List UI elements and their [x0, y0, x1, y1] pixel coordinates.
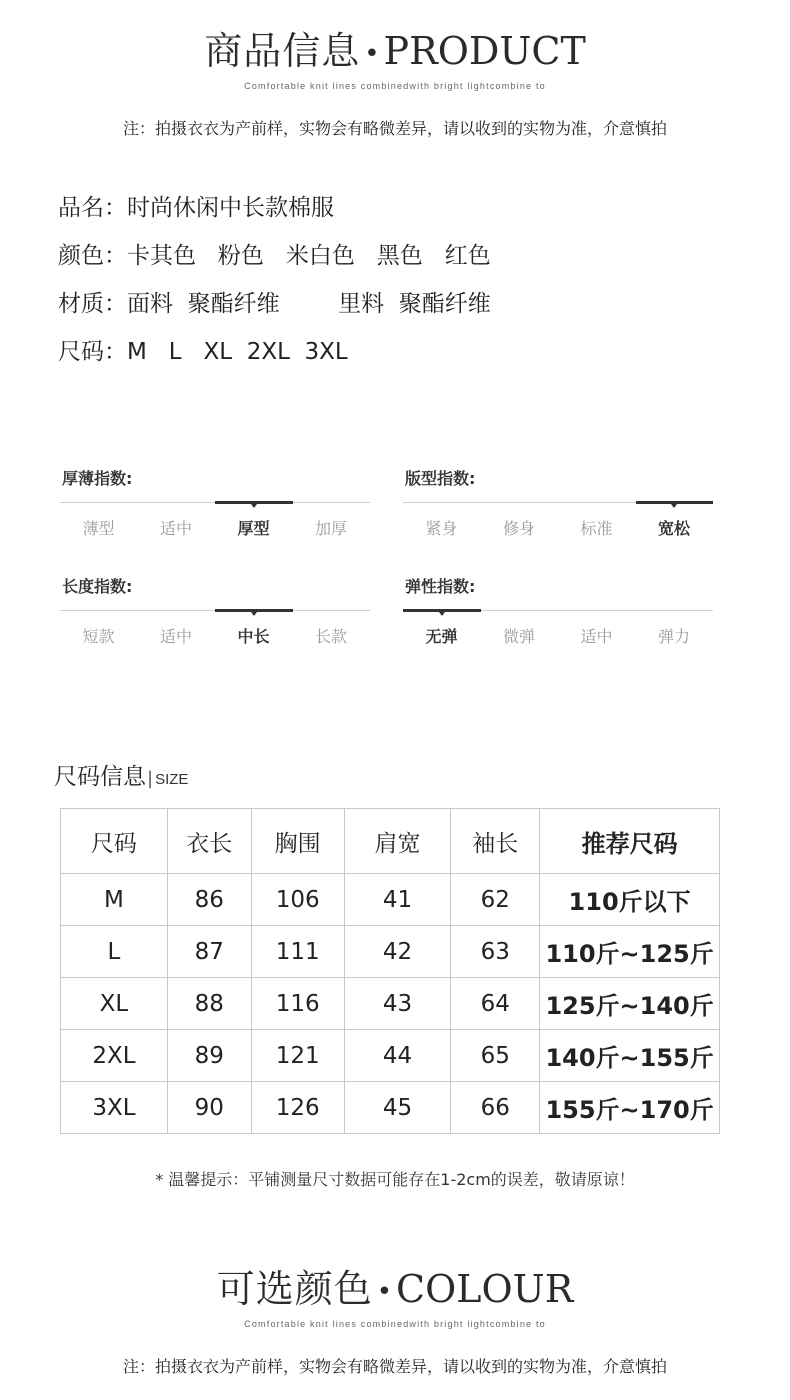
header-cell: 尺码	[61, 809, 168, 874]
recommended-cell: 110斤~125斤	[540, 926, 720, 978]
product-header	[0, 28, 790, 91]
elasticity-index-scale	[403, 610, 713, 660]
chest-cell: 111	[251, 926, 344, 978]
colour-header-cn: 可选颜色	[216, 1267, 373, 1311]
scale-option: 加厚	[314, 519, 347, 538]
recommended-cell: 140斤~155斤	[540, 1030, 720, 1082]
table-row	[61, 1030, 720, 1082]
elasticity-index-label: 弹性指数:	[405, 577, 476, 596]
shoulder-cell: 45	[344, 1082, 451, 1134]
scale-selection-marker	[215, 609, 293, 612]
thickness-index-label: 厚薄指数:	[62, 469, 133, 488]
scale-option: 弹力	[657, 627, 690, 646]
product-header-title	[0, 28, 790, 77]
fit-index-label: 版型指数:	[405, 469, 476, 488]
header-cell: 袖长	[451, 809, 540, 874]
scale-option: 宽松	[657, 519, 690, 538]
length-cell: 86	[167, 874, 251, 926]
table-row	[61, 978, 720, 1030]
chest-cell: 121	[251, 1030, 344, 1082]
shoulder-cell: 44	[344, 1030, 451, 1082]
sleeve-cell: 63	[451, 926, 540, 978]
table-row	[61, 874, 720, 926]
scale-selection-marker	[403, 609, 481, 612]
colour-header-subtitle: Comfortable knit lines combinedwith bright lightcombine to	[244, 1318, 546, 1329]
scale-option: 适中	[159, 627, 192, 646]
scale-option: 无弹	[425, 627, 458, 646]
size-table-header-row	[61, 809, 720, 874]
header-cell: 肩宽	[344, 809, 451, 874]
shoulder-cell: 43	[344, 978, 451, 1030]
colour-header-dot: •	[376, 1276, 393, 1307]
product-header-dot: •	[364, 38, 380, 69]
size-info-title-en: SIZE	[155, 771, 189, 788]
chest-cell: 126	[251, 1082, 344, 1134]
scale-option: 标准	[580, 519, 613, 538]
size-cell: 3XL	[61, 1082, 168, 1134]
scale-option: 短款	[82, 627, 115, 646]
scale-option: 适中	[159, 519, 192, 538]
shoulder-cell: 42	[344, 926, 451, 978]
sleeve-cell: 64	[451, 978, 540, 1030]
product-header-en: PRODUCT	[383, 29, 586, 73]
size-cell: 2XL	[61, 1030, 168, 1082]
header-cell-recommended: 推荐尺码	[540, 809, 720, 874]
length-cell: 87	[167, 926, 251, 978]
spec-material: 材质：面料 聚酯纤维 里料 聚酯纤维	[58, 291, 491, 317]
sleeve-cell: 62	[451, 874, 540, 926]
product-header-subtitle: Comfortable knit lines combinedwith bright lightcombine to	[244, 80, 546, 91]
size-cell: L	[61, 926, 168, 978]
size-info-title-cn: 尺码信息	[54, 764, 146, 790]
note-top: 注：拍摄衣衣为产前样，实物会有略微差异，请以收到的实物为准，介意慎拍	[122, 119, 667, 138]
size-info-title-separator: |	[147, 768, 154, 789]
scale-option: 修身	[502, 519, 535, 538]
thickness-index-scale	[60, 502, 370, 552]
chest-cell: 116	[251, 978, 344, 1030]
length-index-label: 长度指数:	[62, 577, 133, 596]
spec-colors: 颜色：卡其色 粉色 米白色 黑色 红色	[58, 243, 491, 269]
table-row	[61, 926, 720, 978]
scale-option: 中长	[237, 627, 270, 646]
size-info-title	[54, 758, 188, 791]
colour-header-title	[0, 1266, 790, 1315]
recommended-cell: 110斤以下	[540, 874, 720, 926]
measurement-tip: * 温馨提示：平铺测量尺寸数据可能存在1-2cm的误差，敬请原谅！	[155, 1170, 635, 1189]
size-cell: M	[61, 874, 168, 926]
recommended-cell: 125斤~140斤	[540, 978, 720, 1030]
colour-header-en: COLOUR	[396, 1267, 574, 1311]
scale-option: 薄型	[82, 519, 115, 538]
header-cell: 衣长	[167, 809, 251, 874]
scale-option: 厚型	[237, 519, 270, 538]
scale-option: 适中	[580, 627, 613, 646]
scale-selection-marker	[636, 501, 714, 504]
note-bottom: 注：拍摄衣衣为产前样，实物会有略微差异，请以收到的实物为准，介意慎拍	[122, 1357, 667, 1376]
product-header-cn: 商品信息	[204, 29, 361, 73]
colour-header	[0, 1266, 790, 1329]
spec-name: 品名：时尚休闲中长款棉服	[58, 195, 334, 221]
sleeve-cell: 66	[451, 1082, 540, 1134]
length-cell: 89	[167, 1030, 251, 1082]
length-cell: 88	[167, 978, 251, 1030]
size-cell: XL	[61, 978, 168, 1030]
scale-option: 紧身	[425, 519, 458, 538]
spec-sizes: 尺码：M L XL 2XL 3XL	[58, 339, 348, 365]
scale-option: 微弹	[502, 627, 535, 646]
length-cell: 90	[167, 1082, 251, 1134]
scale-selection-marker	[215, 501, 293, 504]
length-index-scale	[60, 610, 370, 660]
header-cell: 胸围	[251, 809, 344, 874]
scale-option: 长款	[314, 627, 347, 646]
sleeve-cell: 65	[451, 1030, 540, 1082]
size-table	[60, 808, 720, 1134]
recommended-cell: 155斤~170斤	[540, 1082, 720, 1134]
fit-index-scale	[403, 502, 713, 552]
chest-cell: 106	[251, 874, 344, 926]
table-row	[61, 1082, 720, 1134]
shoulder-cell: 41	[344, 874, 451, 926]
